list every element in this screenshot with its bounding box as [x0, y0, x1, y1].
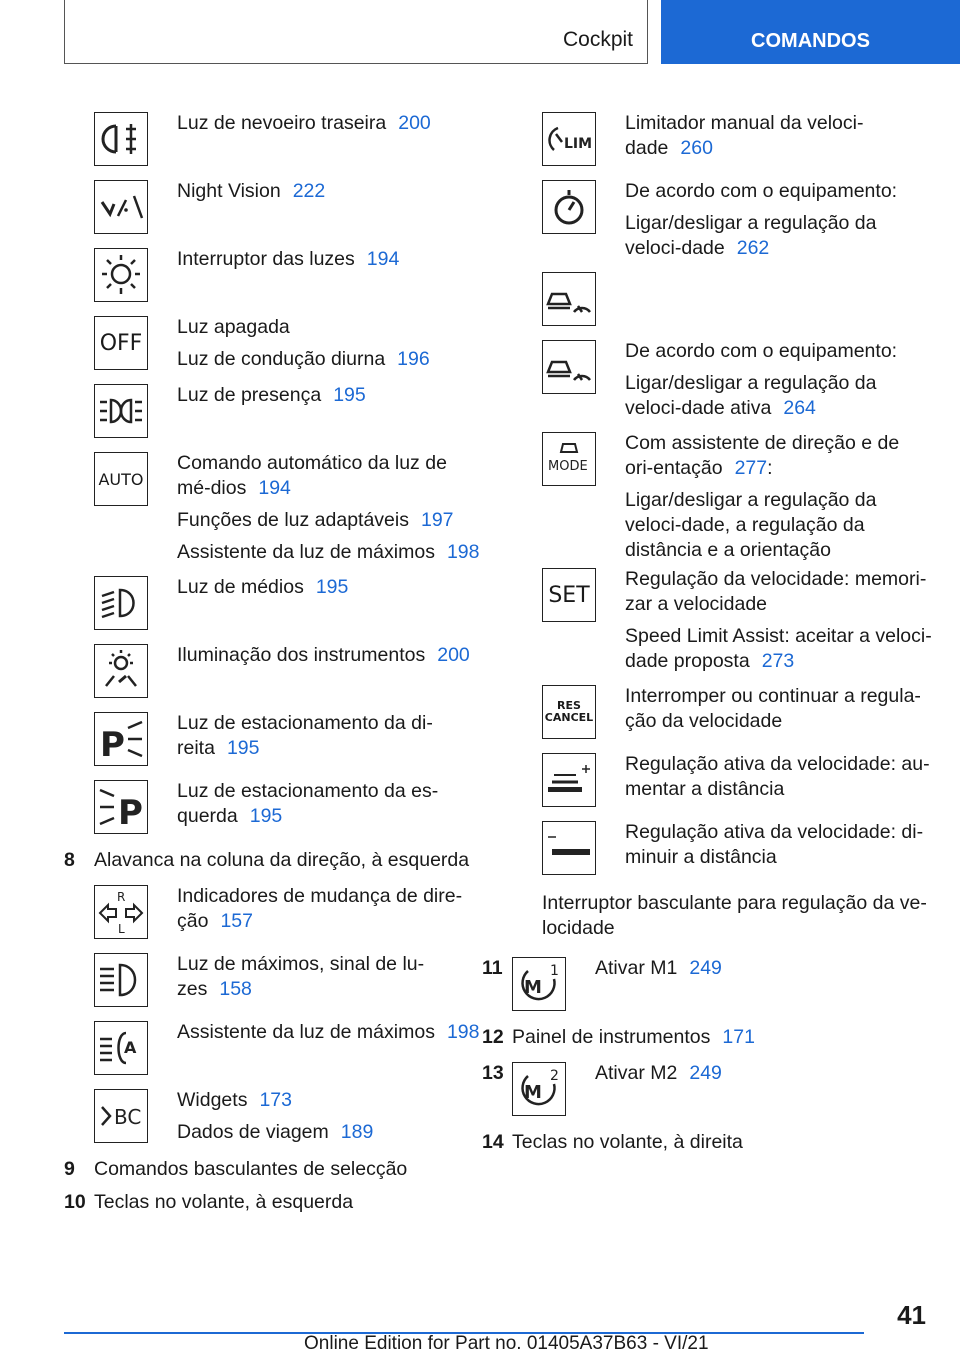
entry-turn-indicators [64, 881, 484, 949]
chapter-tab: COMANDOS [661, 0, 960, 64]
entry-high-beam [64, 949, 484, 1017]
auto-light-icon-text: AUTO [98, 469, 144, 489]
m2-button-icon [512, 1062, 566, 1116]
cruise-control-page-ref[interactable]: 262 [736, 237, 770, 259]
list-item-8 [64, 848, 484, 873]
rear-fog-page-ref[interactable]: 200 [398, 112, 431, 134]
distance-plus-label: Regulação ativa da velocidade: au-mentar a distância [625, 753, 930, 800]
entry-speed-limiter [512, 108, 932, 176]
light-switch-page-ref[interactable]: 194 [366, 248, 400, 270]
auto-light-icon [94, 452, 148, 506]
high-beam-icon [94, 953, 148, 1007]
m2-icon-text: M [524, 1082, 542, 1103]
distance-increase-icon [542, 753, 596, 807]
entry-widgets [64, 1085, 484, 1153]
instrument-lighting-label: Iluminação dos instrumentos [177, 644, 426, 666]
mode-description: Ligar/desligar a regulação da veloci-dade, a regulação da distância e a orientação [625, 489, 877, 561]
section-title: Cockpit [562, 28, 633, 51]
auto-light-label: Comando automático da luz de mé-dios [177, 452, 447, 499]
svg-text:P: P [118, 793, 143, 832]
item-number: 12 [482, 1026, 504, 1048]
list-item-10 [64, 1190, 484, 1215]
svg-text:P: P [100, 725, 125, 764]
entry-instrument-lighting [64, 640, 484, 708]
parking-light-label: Luz de presença [177, 384, 322, 406]
low-beam-label: Luz de médios [177, 576, 304, 598]
distance-minus-label: Regulação ativa da velocidade: di-minuir a distância [625, 821, 924, 868]
parking-left-label: Luz de estacionamento da es-querda [177, 780, 439, 827]
m2-page-ref[interactable]: 249 [689, 1062, 722, 1084]
item-number: 9 [64, 1158, 75, 1180]
distance-decrease-icon [542, 821, 596, 875]
item-number: 10 [64, 1191, 86, 1213]
entry-high-beam-assist [64, 1017, 484, 1085]
high-beam-assist-icon [94, 1021, 148, 1075]
left-column [64, 108, 484, 1223]
mode-icon-text: MODE [548, 459, 588, 474]
item-label: Teclas no volante, à direita [512, 1131, 743, 1153]
svg-text:A: A [124, 1038, 137, 1057]
trip-data-page-ref[interactable]: 189 [340, 1121, 374, 1143]
edition-note: Online Edition for Part no. 01405A37B63 - VI/21 [304, 1333, 709, 1354]
trip-data-label: Dados de viagem [177, 1121, 329, 1143]
instrument-panel-page-ref[interactable]: 171 [722, 1026, 755, 1048]
set-icon-text: SET [548, 582, 590, 608]
m2-label: Ativar M2 [595, 1062, 678, 1084]
active-cruise-label: Ligar/desligar a regulação da veloci-dade ativa [625, 372, 877, 419]
entry-parking-right [64, 708, 484, 776]
daytime-running-page-ref[interactable]: 196 [397, 348, 430, 370]
m1-label: Ativar M1 [595, 957, 678, 979]
equipment-note-2: De acordo com o equipamento: [625, 340, 898, 362]
adaptive-light-label: Funções de luz adaptáveis [177, 509, 409, 531]
parking-right-label: Luz de estacionamento da di-reita [177, 712, 433, 759]
parking-light-icon [94, 384, 148, 438]
entry-active-cruise-b [512, 336, 932, 428]
entry-set [512, 564, 932, 681]
turn-indicator-label: Indicadores de mudança de dire-ção [177, 885, 463, 932]
cruise-control-label: Ligar/desligar a regulação da veloci-dade [625, 212, 877, 259]
high-beam-label: Luz de máximos, sinal de lu-zes [177, 953, 425, 1000]
mode-button-icon [542, 432, 596, 486]
entry-night-vision [64, 176, 484, 244]
speed-limiter-icon [542, 112, 596, 166]
high-beam-assist-page-ref[interactable]: 198 [446, 541, 480, 563]
list-item-9 [64, 1157, 484, 1182]
m2-icon-sup: 2 [550, 1068, 559, 1084]
item-number: 11 [482, 957, 503, 979]
cruise-control-icon [542, 180, 596, 234]
entry-m2 [482, 1058, 932, 1126]
entry-auto-light [64, 448, 484, 572]
high-beam-assist2-page-ref[interactable]: 198 [446, 1021, 480, 1043]
parking-left-page-ref[interactable]: 195 [249, 805, 283, 827]
lights-off-icon [94, 316, 148, 370]
cancel-icon-text: CANCEL [544, 711, 594, 724]
daytime-running-label: Luz de condução diurna [177, 348, 386, 370]
low-beam-page-ref[interactable]: 195 [315, 576, 349, 598]
list-item-12 [482, 1025, 932, 1050]
entry-parking-left [64, 776, 484, 844]
active-cruise-icon [542, 272, 596, 326]
item-label: Alavanca na coluna da direção, à esquerda [94, 849, 470, 871]
entry-low-beam [64, 572, 484, 640]
high-beam-assist-label: Assistente da luz de máximos [177, 541, 435, 563]
low-beam-icon [94, 576, 148, 630]
right-column [482, 108, 932, 1163]
parking-light-left-icon [94, 780, 148, 834]
speed-limit-assist-page-ref[interactable]: 273 [761, 650, 795, 672]
entry-m1 [482, 953, 932, 1021]
entry-light-switch [64, 244, 484, 312]
light-switch-icon [94, 248, 148, 302]
entry-rear-fog [64, 108, 484, 176]
active-cruise-page-ref[interactable]: 264 [783, 397, 816, 419]
item-label: Teclas no volante, à esquerda [94, 1191, 354, 1213]
speed-limiter-label: Limitador manual da veloci-dade [625, 112, 864, 159]
turn-indicator-icon [94, 885, 148, 939]
instrument-lighting-icon [94, 644, 148, 698]
parking-light-page-ref[interactable]: 195 [333, 384, 366, 406]
bc-icon-text: BC [114, 1105, 142, 1129]
night-vision-icon [94, 180, 148, 234]
header-frame [64, 0, 648, 64]
turn-indicator-page-ref[interactable]: 157 [220, 910, 253, 932]
set-label: Regulação da velocidade: memori-zar a velocidade [625, 568, 927, 615]
mode-assist-suffix: : [767, 457, 773, 479]
lights-off-label: Luz apagada [177, 316, 290, 338]
night-vision-label: Night Vision [177, 180, 281, 202]
adaptive-light-page-ref[interactable]: 197 [420, 509, 454, 531]
m1-icon-sup: 1 [550, 963, 559, 979]
svg-text:R: R [117, 890, 126, 904]
item-number: 14 [482, 1131, 504, 1153]
page-number: 41 [897, 1300, 926, 1330]
m1-page-ref[interactable]: 249 [689, 957, 722, 979]
mode-assist-page-ref[interactable]: 277 [734, 457, 768, 479]
rocker-switch-note: Interruptor basculante para regulação da ve-locidade [542, 892, 927, 939]
equipment-note-1: De acordo com o equipamento: [625, 180, 898, 202]
entry-parking-light [64, 380, 484, 448]
res-icon-text: RES [557, 699, 581, 712]
item-label: Painel de instrumentos [512, 1026, 711, 1048]
auto-light-page-ref[interactable]: 194 [258, 477, 291, 499]
light-switch-label: Interruptor das luzes [177, 248, 355, 270]
high-beam-assist2-label: Assistente da luz de máximos [177, 1021, 435, 1043]
svg-text:L: L [118, 922, 125, 936]
item-number: 8 [64, 849, 75, 871]
entry-mode-assist [512, 428, 932, 570]
speed-limit-assist-label: Speed Limit Assist: aceitar a veloci-dade proposta [625, 625, 932, 672]
entry-distance-plus [512, 749, 932, 817]
m1-button-icon [512, 957, 566, 1011]
instrument-lighting-page-ref[interactable]: 200 [437, 644, 470, 666]
bc-button-icon [94, 1089, 148, 1143]
parking-right-page-ref[interactable]: 195 [226, 737, 260, 759]
item-number: 13 [482, 1062, 504, 1084]
widgets-page-ref[interactable]: 173 [259, 1089, 292, 1111]
entry-res-cancel [512, 681, 932, 749]
mode-assist-label: Com assistente de direção e de ori-entação [625, 432, 900, 479]
res-cancel-icon [542, 685, 596, 739]
set-button-icon [542, 568, 596, 622]
entry-active-cruise-a [512, 268, 932, 336]
night-vision-page-ref[interactable]: 222 [292, 180, 326, 202]
rear-fog-label: Luz de nevoeiro traseira [177, 112, 387, 134]
lim-icon-text: LIM [564, 136, 593, 152]
high-beam-page-ref[interactable]: 158 [219, 978, 252, 1000]
lights-off-icon-text: OFF [99, 330, 143, 356]
parking-light-right-icon [94, 712, 148, 766]
entry-cruise-control [512, 176, 932, 268]
entry-lights-off [64, 312, 484, 380]
rear-fog-light-icon [94, 112, 148, 166]
item-label: Comandos basculantes de selecção [94, 1158, 408, 1180]
res-cancel-label: Interromper ou continuar a regula-ção da velocidade [625, 685, 921, 732]
m1-icon-text: M [524, 977, 542, 998]
list-item-14 [482, 1130, 932, 1155]
widgets-label: Widgets [177, 1089, 248, 1111]
speed-limiter-page-ref[interactable]: 260 [680, 137, 713, 159]
entry-distance-minus [512, 817, 932, 885]
active-cruise-icon-2 [542, 340, 596, 394]
